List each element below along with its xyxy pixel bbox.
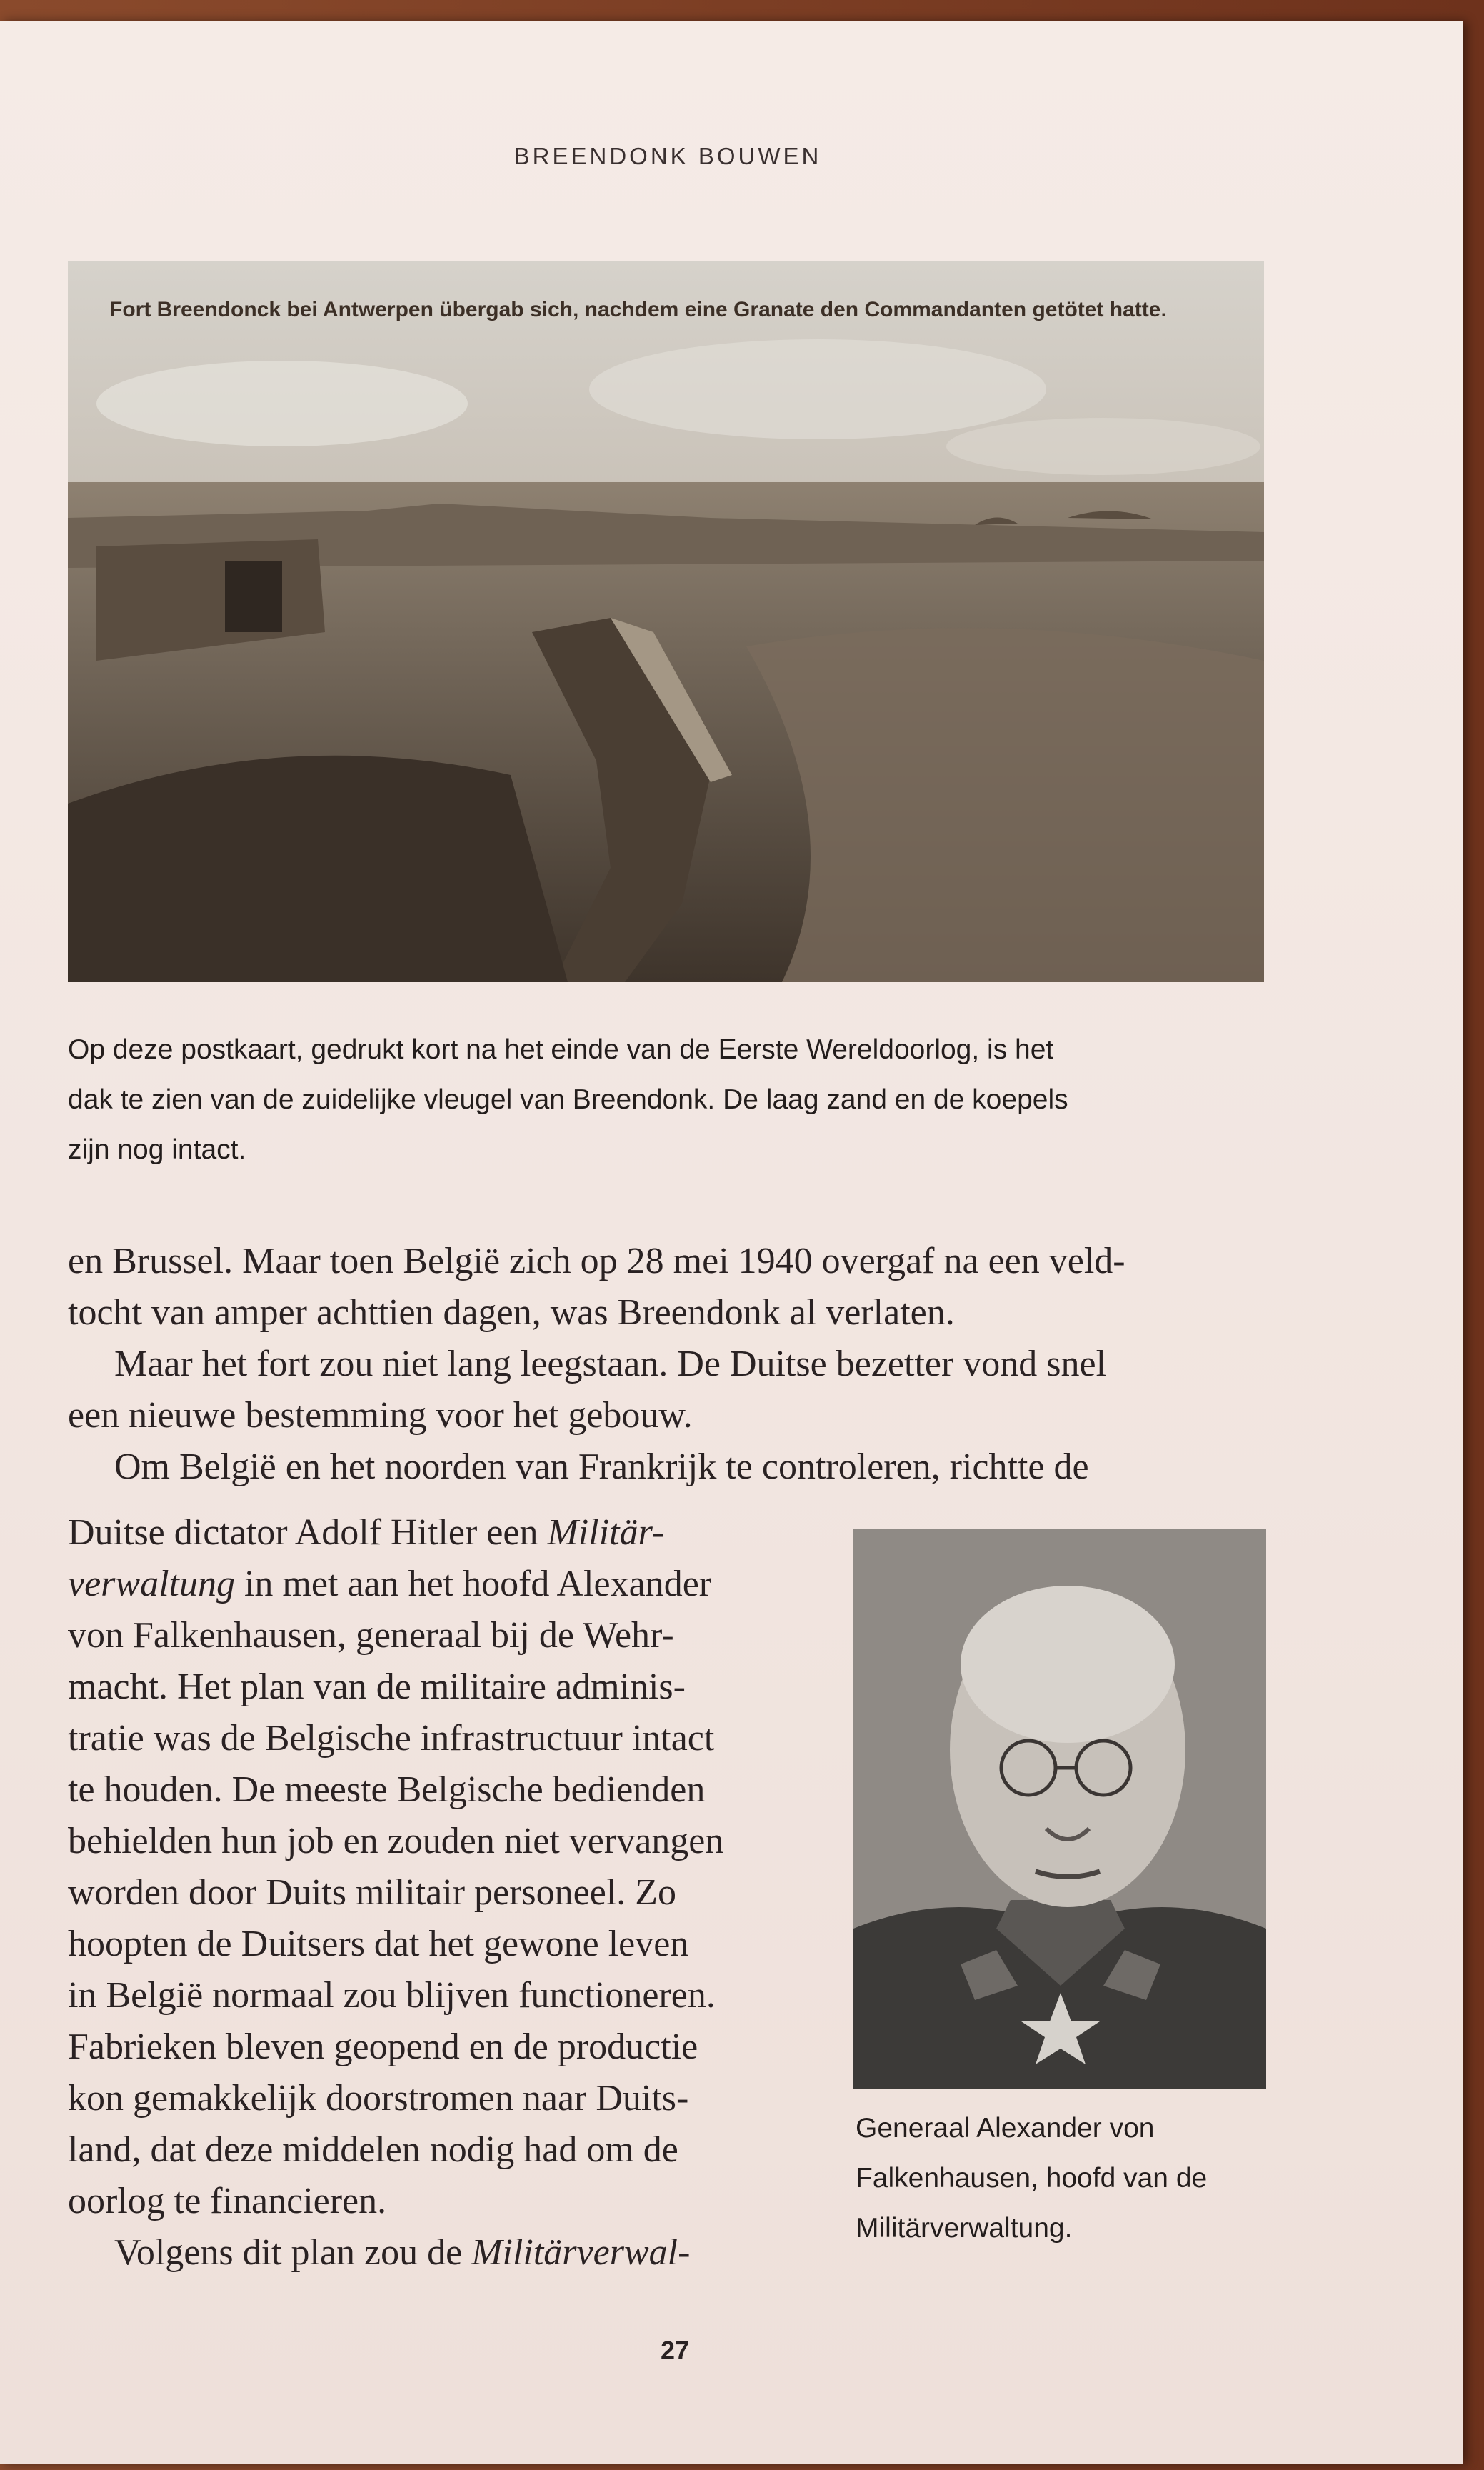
running-header: BREENDONK BOUWEN (513, 143, 822, 169)
caption-line: Militärverwaltung. (856, 2213, 1073, 2244)
caption-line: zijn nog intact. (68, 1134, 246, 1165)
text-run: in met aan het hoofd Alexander (234, 1564, 712, 1604)
portrait-illustration (853, 1529, 1266, 2089)
body-line (68, 1507, 803, 1559)
body-line: macht. Het plan van de militaire adminis- (68, 1666, 686, 1707)
body-line: worden door Duits militair personeel. Zo (68, 1872, 677, 1913)
italic-term: Militär- (547, 1512, 665, 1553)
caption-line: Generaal Alexander von (856, 2113, 1155, 2144)
body-column (68, 1507, 803, 2279)
postcard-photo (68, 261, 1264, 982)
italic-term: verwaltung (68, 1564, 235, 1604)
body-line (68, 1559, 803, 1610)
portrait-photo (853, 1529, 1266, 2089)
body-line: en Brussel. Maar toen België zich op 28 mei 1940 overgaf na een veld- (68, 1241, 1125, 1281)
body-line: in België normaal zou blijven functioneren. (68, 1975, 716, 2016)
italic-term: Militärverwal- (471, 2232, 691, 2273)
photo-caption (68, 1025, 1282, 1175)
postcard-inscription: Fort Breendonck bei Antwerpen übergab sich, nachdem eine Granate den Commandanten getötet hatte. (109, 298, 1167, 321)
body-line: kon gemakkelijk doorstromen naar Duits- (68, 2078, 689, 2119)
page-number: 27 (660, 2336, 690, 2365)
body-line: tratie was de Belgische infrastructuur intact (68, 1718, 715, 1759)
body-line: behielden hun job en zouden niet vervangen (68, 1821, 724, 1861)
body-line: land, dat deze middelen nodig had om de (68, 2129, 678, 2170)
body-line: Fabrieken bleven geopend en de productie (68, 2026, 698, 2067)
book-page (0, 21, 1463, 2464)
body-line: een nieuwe bestemming voor het gebouw. (68, 1395, 693, 1436)
caption-line: Op deze postkaart, gedrukt kort na het einde van de Eerste Wereldoorlog, is het (68, 1034, 1054, 1065)
text-run: Duitse dictator Adolf Hitler een (68, 1512, 548, 1553)
body-line: hoopten de Duitsers dat het gewone leven (68, 1924, 689, 1964)
body-line: von Falkenhausen, generaal bij de Wehr- (68, 1615, 674, 1656)
body-line: te houden. De meeste Belgische bedienden (68, 1769, 706, 1810)
fort-ruins-illustration (68, 261, 1264, 982)
caption-line: Falkenhausen, hoofd van de (856, 2163, 1208, 2194)
body-line: tocht van amper achttien dagen, was Breendonk al verlaten. (68, 1292, 955, 1333)
text-run: Volgens dit plan zou de (114, 2232, 472, 2273)
caption-line: dak te zien van de zuidelijke vleugel van Breendonk. De laag zand en de koepels (68, 1084, 1068, 1115)
portrait-caption (856, 2104, 1298, 2254)
body-line: Maar het fort zou niet lang leegstaan. De Duitse bezetter vond snel (114, 1344, 1107, 1384)
body-line (68, 2227, 803, 2279)
body-line: oorlog te financieren. (68, 2181, 387, 2221)
body-line: Om België en het noorden van Frankrijk te controleren, richtte de (114, 1446, 1089, 1487)
